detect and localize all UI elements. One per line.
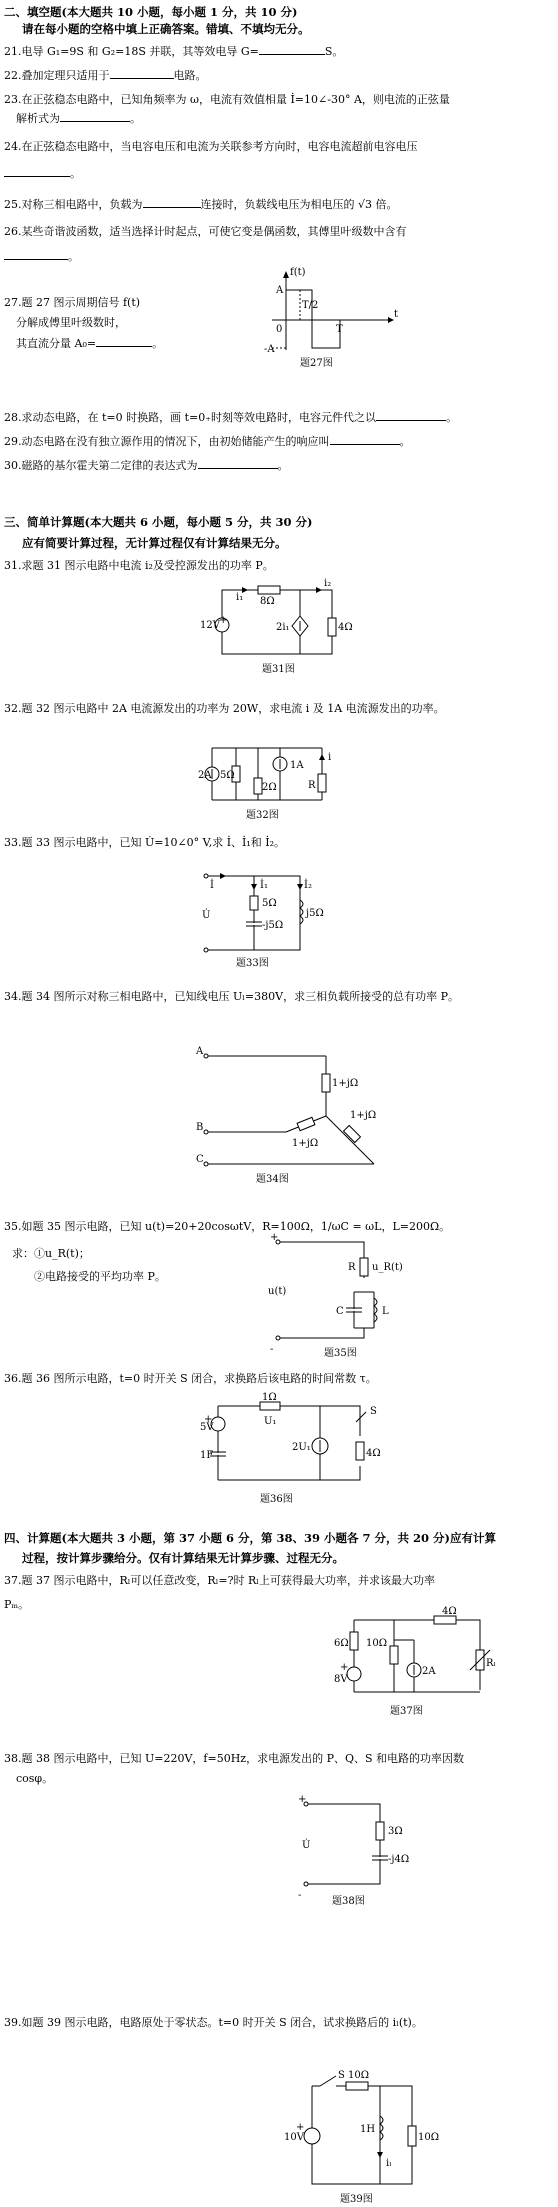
question-28 (4, 410, 457, 425)
label-i1: i₁ (236, 592, 244, 603)
question-33: 33.题 33 图示电路中，已知 U̇=10∠0° V,求 İ、İ₁和 İ₂。 (4, 836, 286, 849)
label-10ohm: 10Ω (366, 1638, 388, 1649)
label-R: R (348, 1262, 356, 1273)
branch-c (326, 1116, 374, 1164)
section-4-note: 过程，按计算步骤给分。仅有计算结果无计算步骤、过程无分。 (22, 1551, 344, 1565)
figure-caption: 题34图 (256, 1174, 289, 1185)
label-s: S (338, 2070, 345, 2081)
resistor-r (318, 774, 326, 792)
resistor-3ohm (376, 1822, 384, 1840)
terminal-top (204, 874, 208, 878)
plus-sign: + (270, 1232, 279, 1243)
q35-ask2: ②电路接受的平均功率 P。 (34, 1270, 166, 1283)
half-period: T/2 (302, 300, 319, 311)
label-A: A (196, 1046, 204, 1057)
answer-blank[interactable] (4, 249, 68, 260)
voltage-source-icon (304, 2128, 320, 2144)
wire-top (218, 1406, 360, 1436)
period: T (336, 324, 343, 335)
q22-text: 22.叠加定理只适用于 (4, 69, 110, 82)
figure-38-circuit (296, 1794, 416, 1910)
q23-text: 23.在正弦稳态电路中，已知角频率为 ω，电流有效值相量 İ=10∠-30° A，则电流的正弦量 (4, 93, 450, 106)
q29-tail: 。 (399, 435, 411, 448)
resistor-6ohm (350, 1632, 358, 1650)
t-label: t (394, 309, 399, 320)
figure-caption: 题39图 (340, 2194, 373, 2205)
label-r1: 8Ω (260, 596, 275, 607)
wire-bottom (222, 632, 332, 654)
figure-caption: 题38图 (332, 1896, 365, 1907)
label-4ohm: 4Ω (442, 1606, 457, 1617)
capacitor-gap (249, 923, 259, 925)
wire-top (354, 1620, 480, 1690)
label-5v: 5V (200, 1422, 214, 1433)
resistor-10ohm (390, 1646, 398, 1664)
ylabel: f(t) (290, 267, 306, 278)
label-1f: 1F (200, 1450, 214, 1461)
label-2a: 2A (198, 770, 212, 781)
question-27 (4, 296, 163, 351)
label-cap: -j5Ω (262, 920, 284, 931)
q27-line3: 其直流分量 A₀= (16, 337, 97, 350)
minus-sign: - (270, 1344, 274, 1355)
resistor-8ohm (258, 586, 280, 594)
resistor-4ohm (328, 618, 336, 636)
i-arrow (319, 754, 325, 760)
answer-blank[interactable] (110, 68, 174, 79)
figure-caption: 题27图 (300, 358, 333, 369)
label-B: B (196, 1122, 204, 1133)
plus-sign: + (219, 615, 228, 626)
answer-blank[interactable] (330, 434, 400, 445)
q25-mid: 连接时，负载线电压为相电压的 √3 倍。 (200, 198, 398, 211)
q29-text: 29.动态电路在没有独立源作用的情况下，由初始储能产生的响应叫 (4, 435, 330, 448)
q23-line2: 解析式为 (16, 112, 60, 125)
label-source: 12V (200, 620, 220, 631)
question-32: 32.题 32 图示电路中 2A 电流源发出的功率为 20W，求电流 i 及 1A 电流源发出的功率。 (4, 702, 445, 715)
answer-blank[interactable] (259, 44, 325, 55)
resistor-5ohm (250, 896, 258, 910)
resistor-r (360, 1258, 368, 1276)
label-5ohm: 5Ω (220, 770, 235, 781)
answer-blank[interactable] (376, 410, 446, 421)
impedance-b (297, 1117, 315, 1130)
figure-caption: 题32图 (246, 810, 279, 821)
label-2a: 2A (422, 1666, 436, 1677)
q30-text: 30.磁路的基尔霍夫第二定律的表达式为 (4, 459, 198, 472)
label-4ohm: 4Ω (366, 1448, 381, 1459)
figure-caption: 题33图 (236, 958, 269, 969)
switch-s-icon[interactable] (356, 1412, 366, 1422)
wire-loop (306, 1804, 380, 1884)
question-35: 35.如题 35 图示电路，已知 u(t)=20+20cosωtV，R=100Ω，1/ωC = ωL，L=200Ω。 (4, 1220, 451, 1233)
q28-text: 28.求动态电路，在 t=0 时换路，画 t=0₊时刻等效电路时，电容元件代之以 (4, 411, 377, 424)
resistor-4ohm (434, 1616, 456, 1624)
question-25 (4, 197, 398, 212)
i-arrow (220, 873, 226, 879)
label-1ohm: 1Ω (262, 1392, 277, 1403)
question-38 (4, 1752, 464, 1786)
label-5ohm: 5Ω (262, 898, 277, 909)
question-30 (4, 458, 289, 473)
label-u: u(t) (268, 1286, 287, 1297)
q27-line2: 分解成傅里叶级数时， (16, 316, 126, 329)
figure-35-circuit (268, 1232, 418, 1360)
label-cap: -j4Ω (388, 1854, 410, 1865)
figure-39-circuit (284, 2072, 454, 2207)
i2-arrow (316, 587, 322, 593)
q37-text: 37.题 37 图示电路中，Rₗ可以任意改变，Rₗ=?时 Rₗ上可获得最大功率，并求该最大功率 (4, 1574, 435, 1587)
figure-32-circuit (198, 738, 348, 824)
answer-blank[interactable] (60, 111, 130, 122)
q38-text: 38.题 38 图示电路中，已知 U=220V，f=50Hz，求电源发出的 P、Q、S 和电路的功率因数 (4, 1752, 465, 1765)
q23-tail: 。 (130, 112, 141, 125)
figure-caption: 题35图 (324, 1348, 357, 1359)
q27-line1: 27.题 27 图示周期信号 f(t) (4, 296, 141, 309)
question-24 (4, 140, 418, 181)
question-22 (4, 68, 207, 83)
level-a: A (276, 285, 284, 296)
question-23 (4, 93, 450, 126)
f-axis-arrow (283, 271, 289, 278)
figure-31-circuit (200, 578, 360, 674)
terminal-a (204, 1054, 208, 1058)
label-za: 1+jΩ (332, 1078, 359, 1089)
answer-blank[interactable] (198, 458, 278, 469)
resistor-10ohm-right (408, 2126, 416, 2146)
label-U: U̇ (202, 910, 211, 921)
wire-bottom (278, 1328, 364, 1338)
il-arrow (377, 2152, 383, 2158)
q21-text: 21.电导 G₁=9S 和 G₂=18S 并联，其等效电导 G= (4, 45, 259, 58)
label-1h: 1H (360, 2124, 376, 2135)
capacitor-gap (348, 1309, 360, 1311)
section-2-note: 请在每小题的空格中填上正确答案。错填、不填均无分。 (22, 22, 310, 36)
label-u1: U₁ (264, 1416, 277, 1427)
q27-tail: 。 (152, 337, 164, 350)
section-2-heading: 二、填空题(本大题共 10 小题，每小题 1 分，共 10 分) (4, 5, 298, 19)
resistor-1ohm (260, 1402, 280, 1410)
terminal-bottom (276, 1336, 280, 1340)
label-dep: 2U₁ (292, 1442, 311, 1453)
impedance-a (322, 1074, 330, 1092)
terminal-bottom (204, 948, 208, 952)
label-r2: 4Ω (338, 622, 353, 633)
i1-arrow (251, 884, 257, 890)
figure-36-circuit (200, 1392, 381, 1508)
q35-ask1: 求：①u_R(t)； (12, 1247, 90, 1260)
impedance-c (344, 1126, 361, 1143)
figure-27-waveform (250, 268, 400, 368)
voltage-source-icon (347, 1667, 361, 1681)
answer-blank[interactable] (143, 197, 201, 208)
q38-line2: cosφ。 (16, 1772, 54, 1785)
figure-34-circuit (196, 1046, 416, 1186)
label-dep: 2i₁ (276, 622, 290, 633)
question-29 (4, 434, 411, 449)
terminal-b (204, 1130, 208, 1134)
figure-caption: 题37图 (390, 1706, 423, 1717)
capacitor-gap (212, 1453, 224, 1455)
label-r: R (308, 780, 316, 791)
terminal-bottom (304, 1882, 308, 1886)
wire-top-right (300, 590, 332, 618)
label-s: S (370, 1406, 377, 1417)
question-26 (4, 225, 407, 264)
label-6ohm: 6Ω (334, 1638, 349, 1649)
q24-text: 24.在正弦稳态电路中，当电容电压和电流为关联参考方向时，电容电流超前电容电压 (4, 140, 418, 153)
wire-bottom (218, 1466, 360, 1480)
plus-sign: + (204, 1414, 213, 1425)
question-34: 34.题 34 图所示对称三相电路中，已知线电压 Uₗ=380V，求三相负载所接受的总有功率 P。 (4, 990, 459, 1003)
switch-gap (320, 2082, 336, 2090)
question-31: 31.求题 31 图示电路中电流 i₂及受控源发出的功率 P。 (4, 559, 274, 572)
figure-37-circuit (330, 1606, 500, 1726)
question-39: 39.如题 39 图示电路，电路原处于零状态。t=0 时开关 S 闭合，试求换路后的 iₗ(t)。 (4, 2016, 423, 2029)
label-I1: İ₁ (260, 880, 268, 891)
wire-loop (312, 2086, 412, 2184)
label-r2: 10Ω (418, 2132, 440, 2143)
label-r1: 10Ω (348, 2070, 370, 2081)
label-C: C (196, 1154, 204, 1165)
q24-tail: 。 (70, 167, 81, 180)
section-4-heading: 四、计算题(本大题共 3 小题，第 37 小题 6 分，第 38、39 小题各 7 分，共 20 分)应有计算 (4, 1531, 496, 1545)
capacitor-gap (374, 1857, 386, 1859)
q37-line2: Pₘ。 (4, 1598, 30, 1611)
label-1a: 1A (290, 760, 304, 771)
section-3-note: 应有简要计算过程，无计算过程仅有计算结果无分。 (22, 536, 287, 550)
q26-tail: 。 (68, 250, 79, 263)
answer-blank[interactable] (4, 166, 70, 177)
figure-33-circuit (196, 866, 346, 970)
resistor-2ohm (254, 778, 262, 794)
resistor-10ohm-top (346, 2082, 368, 2090)
answer-blank[interactable] (96, 336, 152, 347)
label-I2: İ₂ (304, 880, 312, 891)
label-I: İ (210, 880, 214, 891)
label-rl: Rₗ (486, 1658, 496, 1669)
q30-tail: 。 (277, 459, 289, 472)
terminal-c (204, 1162, 208, 1166)
label-3ohm: 3Ω (388, 1826, 403, 1837)
plus-sign: + (296, 2122, 305, 2133)
label-uR: u_R(t) (372, 1262, 403, 1273)
label-2ohm: 2Ω (262, 782, 277, 793)
label-il: iₗ (386, 2158, 392, 2169)
label-zc: 1+jΩ (350, 1110, 377, 1121)
label-8v: 8V (334, 1674, 348, 1685)
label-i: i (328, 752, 332, 763)
plus-sign: + (340, 1662, 349, 1673)
question-37 (4, 1574, 435, 1612)
label-10v: 10V (284, 2132, 304, 2143)
q21-tail: S。 (324, 45, 344, 58)
figure-caption: 题31图 (262, 664, 295, 675)
label-C: C (336, 1306, 344, 1317)
q22-tail: 电路。 (173, 69, 207, 82)
level-neg-a: -A (264, 344, 275, 355)
question-36: 36.题 36 图所示电路，t=0 时开关 S 闭合，求换路后该电路的时间常数 τ。 (4, 1372, 377, 1385)
label-i2: i₂ (324, 578, 332, 589)
label-ind: j5Ω (306, 908, 324, 919)
q26-text: 26.某些奇谐波函数，适当选择计时起点，可使它变是偶函数，其傅里叶级数中含有 (4, 225, 407, 238)
minus-sign: - (298, 1890, 302, 1901)
origin: 0 (276, 324, 283, 335)
section-3-heading: 三、简单计算题(本大题共 6 小题，每小题 5 分，共 30 分) (4, 515, 313, 529)
resistor-4ohm (356, 1442, 364, 1460)
question-21 (4, 44, 343, 59)
figure-caption: 题36图 (260, 1494, 293, 1505)
label-L: L (382, 1306, 389, 1317)
plus-sign: + (298, 1794, 307, 1805)
q25-text: 25.对称三相电路中，负载为 (4, 198, 143, 211)
label-zb: 1+jΩ (292, 1138, 319, 1149)
q28-tail: 。 (446, 411, 458, 424)
label-U: U̇ (302, 1840, 311, 1851)
i2-arrow (297, 884, 303, 890)
